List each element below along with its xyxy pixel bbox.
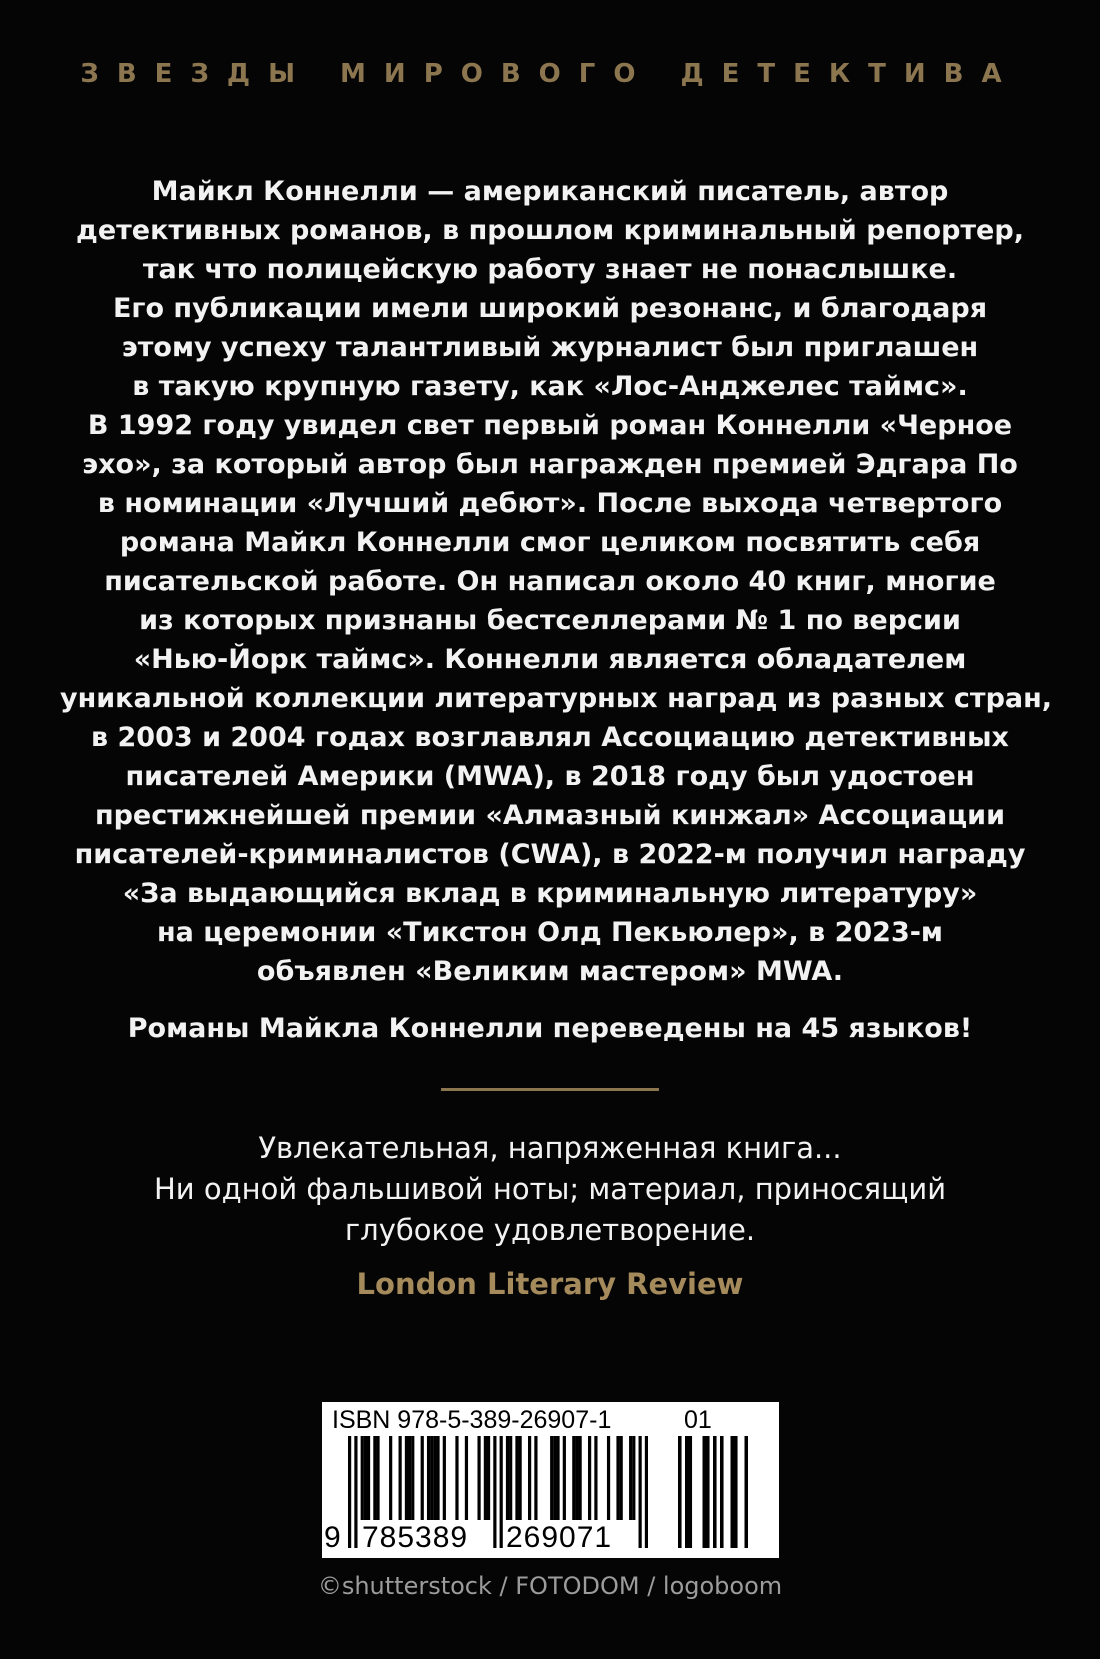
bio-line: романа Майкл Коннелли смог целиком посвятить себя xyxy=(119,527,981,558)
barcode-left-digits: 785389 xyxy=(362,1521,469,1554)
barcode-bar xyxy=(519,1436,522,1520)
barcode-bar xyxy=(477,1436,480,1520)
quote-line: Ни одной фальшивой ноты; материал, приносящий xyxy=(153,1172,947,1206)
bio-line: эхо», за который автор был награжден премией Эдгара По xyxy=(82,449,1018,480)
isbn-barcode xyxy=(322,1402,779,1558)
barcode-bar xyxy=(556,1436,559,1520)
barcode-bar xyxy=(500,1436,503,1548)
barcode-bar xyxy=(455,1436,458,1520)
bio-line: «За выдающийся вклад в криминальную литературу» xyxy=(122,878,978,909)
barcode-bar xyxy=(484,1436,487,1520)
addon-bar xyxy=(706,1436,710,1548)
barcode-bar xyxy=(579,1436,582,1520)
barcode-bar xyxy=(389,1436,392,1520)
bio-line: уникальной коллекции литературных наград из разных стран, xyxy=(60,683,1053,714)
addon-bar xyxy=(720,1436,724,1548)
addon-bar xyxy=(731,1436,735,1548)
bio-line: писательской работе. Он написал около 40 книг, многие xyxy=(104,566,996,597)
barcode-bar xyxy=(620,1436,623,1520)
barcode-right-digits: 269071 xyxy=(506,1521,613,1554)
bio-line: этому успеху талантливый журналист был приглашен xyxy=(121,332,979,363)
barcode-bar xyxy=(433,1436,436,1520)
barcode-bar xyxy=(616,1436,619,1520)
barcode-bar xyxy=(563,1436,566,1520)
bio-line: детективных романов, в прошлом криминальный репортер, xyxy=(76,215,1024,246)
barcode-bar xyxy=(607,1436,610,1520)
barcode-bar xyxy=(528,1436,531,1520)
addon-bar xyxy=(734,1436,738,1548)
bio-line: на церемонии «Тикстон Олд Пекьюлер», в 2023-м xyxy=(156,917,944,948)
barcode-bar xyxy=(367,1436,370,1520)
barcode-bar xyxy=(354,1436,357,1548)
barcode-bar xyxy=(399,1436,402,1520)
quote-line: глубокое удовлетворение. xyxy=(344,1213,756,1247)
barcode-bar xyxy=(534,1436,537,1520)
addon-barcode-bars xyxy=(678,1436,748,1552)
addon-bar xyxy=(689,1436,693,1548)
bio-line: Майкл Коннелли — американский писатель, автор xyxy=(151,176,949,207)
divider xyxy=(441,1088,659,1091)
barcode-bar xyxy=(408,1436,411,1520)
barcode-bar xyxy=(443,1436,446,1520)
bio-line: объявлен «Великим мастером» MWA. xyxy=(256,956,844,987)
barcode-bar xyxy=(364,1436,367,1520)
barcode-bar xyxy=(348,1436,351,1548)
addon-bar xyxy=(678,1436,682,1548)
barcode-bar xyxy=(361,1436,364,1520)
barcode-bar xyxy=(421,1436,424,1520)
barcode-bar xyxy=(430,1436,433,1520)
isbn-label: ISBN 978-5-389-26907-1 xyxy=(332,1406,612,1434)
photo-credit: ©shutterstock / FOTODOM / logoboom xyxy=(317,1572,783,1600)
bio-line: в 2003 и 2004 годах возглавлял Ассоциацию детективных xyxy=(91,722,1009,753)
bio-line: в такую крупную газету, как «Лос-Анджелес таймс». xyxy=(132,371,968,402)
bio-line: В 1992 году увидел свет первый роман Коннелли «Черное xyxy=(87,410,1013,441)
bio-line: в номинации «Лучший дебют». После выхода четвертого xyxy=(97,488,1003,519)
barcode-bar xyxy=(493,1436,496,1548)
quote-line: Увлекательная, напряженная книга... xyxy=(258,1131,842,1165)
barcode-bar xyxy=(373,1436,376,1520)
barcode-bar xyxy=(553,1436,556,1520)
series-title: ЗВЕЗДЫ МИРОВОГО ДЕТЕКТИВА xyxy=(80,59,1020,89)
barcode-bar xyxy=(487,1436,490,1520)
barcode-bar xyxy=(572,1436,575,1520)
addon-bar xyxy=(713,1436,717,1548)
barcode-bar xyxy=(436,1436,439,1520)
barcode-bar xyxy=(550,1436,553,1520)
barcode-bar xyxy=(411,1436,414,1520)
barcode-bar xyxy=(575,1436,578,1520)
bio-line: Его публикации имели широкий резонанс, и благодаря xyxy=(112,293,988,324)
barcode-bar xyxy=(594,1436,597,1520)
barcode-bar xyxy=(639,1436,642,1548)
addon-bar xyxy=(703,1436,707,1548)
bio-line: престижнейшей премии «Алмазный кинжал» Ассоциации xyxy=(94,800,1006,831)
barcode-bar xyxy=(588,1436,591,1520)
barcode-bar xyxy=(405,1436,408,1520)
barcode-bar xyxy=(427,1436,430,1520)
quote-source: London Literary Review xyxy=(356,1267,744,1301)
barcode-bar xyxy=(645,1436,648,1548)
addon-label: 01 xyxy=(684,1406,712,1434)
addon-bar xyxy=(745,1436,749,1548)
barcode-first-digit: 9 xyxy=(324,1521,342,1554)
bio-line: писателей Америки (MWA), в 2018 году был удостоен xyxy=(125,761,975,792)
languages-statement: Романы Майкла Коннелли переведены на 45 языков! xyxy=(127,1013,973,1044)
author-bio xyxy=(60,172,1053,991)
review-quote xyxy=(60,1128,1040,1251)
bio-line: «Нью-Йорк таймс». Коннелли является обладателем xyxy=(133,644,967,675)
bio-line: писателей-криминалистов (CWA), в 2022-м получил награду xyxy=(74,839,1026,870)
barcode-bar xyxy=(465,1436,468,1520)
bio-line: так что полицейскую работу знает не понаслышке. xyxy=(142,254,958,285)
barcode-bar xyxy=(506,1436,509,1520)
barcode-bar xyxy=(515,1436,518,1520)
barcode-bar xyxy=(629,1436,632,1520)
bio-line: из которых признаны бестселлерами № 1 по версии xyxy=(139,605,961,636)
barcode-bar xyxy=(509,1436,512,1520)
barcode-bar xyxy=(632,1436,635,1520)
addon-bar xyxy=(685,1436,689,1548)
barcode-bar xyxy=(376,1436,379,1520)
